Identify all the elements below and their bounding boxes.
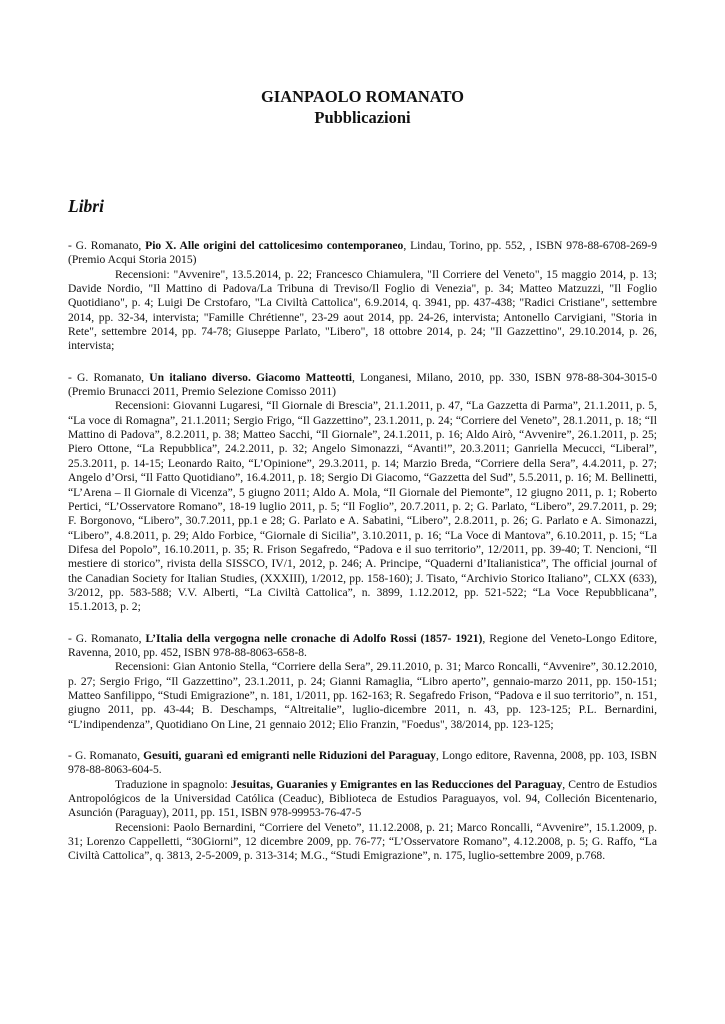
book-title: Pio X. Alle origini del cattolicesimo contemporaneo [145, 239, 404, 252]
citation: - G. Romanato, Gesuiti, guaranì ed emigranti nelle Riduzioni del Paraguay, Longo editore, Ravenna, 2008, pp. 103, ISBN 978-88-8063-604-5. [68, 749, 657, 777]
author-name: GIANPAOLO ROMANATO [260, 87, 465, 106]
reviews: Recensioni: Paolo Bernardini, “Corriere del Veneto”, 11.12.2008, p. 21; Marco Roncalli, “Avvenire”, 15.1.2009, p. 31; Lorenzo Cappelletti, “30Giorni”, 12 dicembre 2009, pp. 76-77; “L’Osservatore Romano”, 4.12.2008, p. 5; G. Raffo, “La Civiltà Cattolica”, q. 3813, 2-5-2009, p. 313-314; M.G., “Studi Emigrazione”, n. 175, luglio-settembre 2009, p.768. [68, 820, 657, 863]
reviews: Recensioni: Gian Antonio Stella, “Corriere della Sera”, 29.11.2010, p. 31; Marco Roncalli, “Avvenire”, 30.12.2010, p. 27; Sergio Frigo, “Il Gazzettino”, 23.1.2011, p. 24; Gianni Ramaglia, “Libro aperto”, gennaio-marzo 2011, pp. 150-151; Matteo Sanfilippo, “Studi Emigrazione”, n. 181, 1/2011, pp. 162-163; R. Segafredo Frison, “Padova e il suo territorio”, n. 151, giugno 2011, pp. 43-44; B. Deschamps, “Altreitalie”, luglio-dicembre 2011, n. 43, pp. 123-125; P.L. Bernardini, “L’indipendenza”, Quotidiano On Line, 21 gennaio 2012; Elio Franzin, "Foedus", 38/2014, pp. 123-125; [68, 660, 657, 731]
book-title: L’Italia della vergogna nelle cronache di Adolfo Rossi (1857- 1921) [145, 631, 483, 645]
publication-list [68, 239, 657, 881]
publication-entry [68, 371, 657, 615]
section-title: Libri [68, 196, 104, 216]
publication-entry [68, 632, 657, 732]
translated-title: Jesuitas, Guaranies y Emigrantes en las Reducciones del Paraguay [230, 777, 563, 791]
book-title: Un italiano diverso. Giacomo Matteotti [149, 370, 353, 384]
document-subtitle: Pubblicazioni [314, 108, 411, 127]
reviews: Recensioni: Giovanni Lugaresi, “Il Giornale di Brescia”, 21.1.2011, p. 47, “La Gazzetta di Parma”, 21.1.2011, p. 5, “La voce di Romagna”, 21.1.2011; Sergio Frigo, “Il Gazzettino”, 23.1.2011, p. 24; “Corriere del Veneto”, 28.1.2011, p. 18; “Il Mattino di Padova”, 8.2.2011, p. 38; Matteo Sacchi, “Il Giornale”, 24.1.2011, p. 16; Aldo Airò, “Avvenire”, 26.1.2011, p. 25; Piero Ottone, “La Repubblica”, 24.2.2011, p. 32; Angelo Simonazzi, “Avanti!”, 20.3.2011; Ganriella Mecucci, “Liberal”, 25.3.2011, p. 14-15; Leonardo Raito, “L’Opinione”, 29.3.2011, p. 14; Marzio Breda, “Corriere della Sera”, 4.4.2011, p. 27; Angelo d’Orsi, “Il Fatto Quotidiano”, 16.4.2011, p. 18; Sergio Di Giacomo, “Gazzetta del Sud”, 5.5.2011, p. 16; M. Bellinetti, “L’Arena – Il Giornale di Vicenza”, 5 giugno 2011; Aldo A. Mola, “Il Giornale del Piemonte”, 12 giugno 2011, p. 1; Roberto Pertici, “L’Osservatore Romano”, 18-19 luglio 2011, p. 5; “Il Foglio”, 20.7.2011, p. 2; G. Parlato, “Libero”, 29.7.2011, p. 29; F. Borgonovo, “Libero”, 30.7.2011, pp.1 e 28; G. Parlato e A. Sabatini, “Libero”, 2.8.2011, p. 26; G. Parlato e A. Simonazzi, “Libero”, 4.8.2011, p. 29; Aldo Forbice, “Giornale di Sicilia”, 3.10.2011, p. 16; “La Voce di Mantova”, 6.10.2011, p. 15; “La Difesa del Popolo”, 16.10.2011, p. 35; R. Frison Segafredo, “Padova e il suo territorio”, 12/2011, pp. 39-40; T. Nencioni, “Il mestiere di storico”, rivista della SISSCO, IV/1, 2012, p. 246; A. Principe, “Quaderni d’Italianistica”, The official journal of the Canadian Society for Italian Studies, (XXXIII), 1/2012, pp. 158-160); J. Tisato, “Archivio Storico Italiano”, CLXX (633), 3/2012, pp. 583-588; V.V. Alberti, “La Civiltà Cattolica”, n. 3899, 1.12.2012, pp. 521-522; “La Voce Repubblicana”, 15.1.2013, p. 2; [68, 399, 657, 614]
citation: - G. Romanato, L’Italia della vergogna nelle cronache di Adolfo Rossi (1857- 1921), Regione del Veneto-Longo Editore, Ravenna, 2010, pp. 452, ISBN 978-88-8063-658-8. [68, 631, 657, 659]
translation-note: Traduzione in spagnolo: Jesuitas, Guaranies y Emigrantes en las Reducciones del Paraguay, Centro de Estudios Antropológicos de la Universidad Católica (Ceaduc), Biblioteca de Estudios Paraguayos, vol. 94, Colleción Bicentenario, Asunción (Paraguay), 2011, pp. 151, ISBN 978-99953-76-47-5 [68, 777, 657, 820]
publication-entry [68, 749, 657, 864]
reviews: Recensioni: "Avvenire", 13.5.2014, p. 22; Francesco Chiamulera, "Il Corriere del Veneto", 15 maggio 2014, p. 13; Davide Nordio, "Il Mattino di Padova/La Tribuna di Treviso/Il Foglio di Venezia", p. 34; Matteo Matzuzzi, "Il Foglio Quotidiano", p. 4; Luigi De Crstofaro, "La Civiltà Cattolica", 6.9.2014, q. 3941, pp. 437-438; "Radici Cristiane", settembre 2014, pp. 32-34, intervista; "Famille Chrétienne", 23-29 aout 2014, pp. 24-26, intervista; Antonello Carvigiani, "Storia in Rete", settembre 2014, pp. 74-78; Giuseppe Parlato, "Libero", 18 ottobre 2014, p. 24; "Il Gazzettino", 29.10.2014, p. 26, intervista; [68, 267, 657, 353]
document-header [0, 86, 725, 128]
publication-entry [68, 239, 657, 354]
citation: - G. Romanato, Un italiano diverso. Giacomo Matteotti, Longanesi, Milano, 2010, pp. 330, ISBN 978-88-304-3015-0 (Premio Brunacci 2011, Premio Selezione Comisso 2011) [68, 370, 657, 399]
citation: - G. Romanato, Pio X. Alle origini del cattolicesimo contemporaneo, Lindau, Torino, pp. 552, , ISBN 978-88-6708-269-9 (Premio Acqui Storia 2015) [68, 239, 657, 267]
book-title: Gesuiti, guaranì ed emigranti nelle Riduzioni del Paraguay [143, 749, 436, 762]
